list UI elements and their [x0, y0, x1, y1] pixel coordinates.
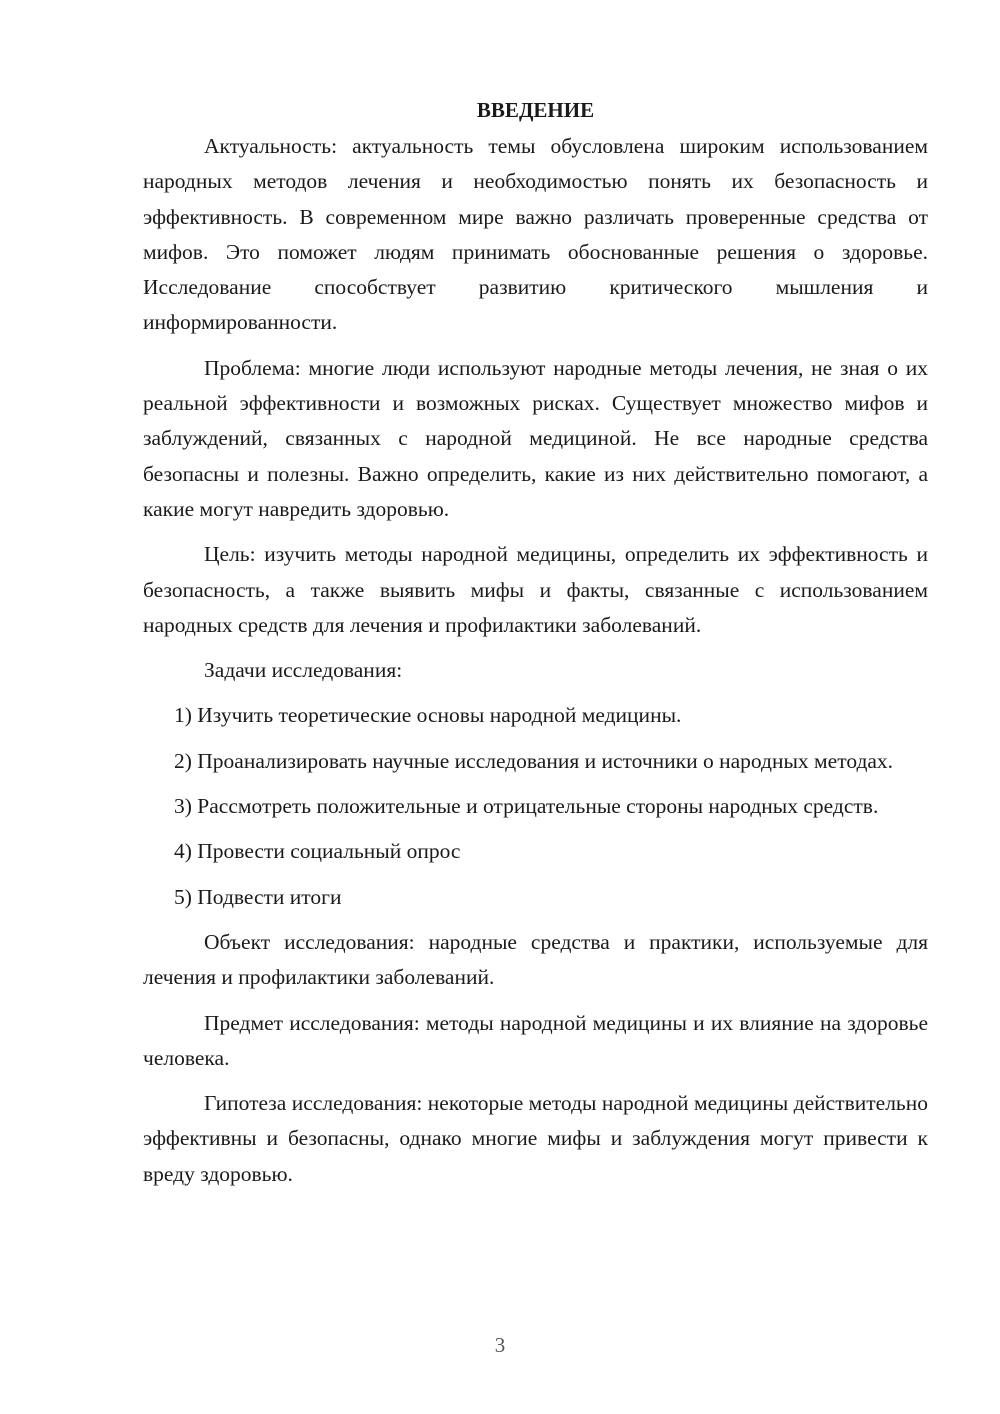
hypothesis-paragraph: Гипотеза исследования: некоторые методы народной медицины действительно эффективны и безопасны, однако многие мифы и заблуждения могут привести к вреду здоровью. — [143, 1091, 928, 1186]
document-body — [143, 93, 928, 1192]
task-item-5: 5) Подвести итоги — [174, 884, 342, 909]
goal-paragraph: Цель: изучить методы народной медицины, определить их эффективность и безопасность, а также выявить мифы и факты, связанные с использованием народных средств для лечения и профилактики заболеваний. — [143, 542, 928, 637]
tasks-heading: Задачи исследования: — [204, 658, 403, 683]
task-item-2: 2) Проанализировать научные исследования и источники о народных методах. — [174, 748, 894, 773]
subject-paragraph: Предмет исследования: методы народной медицины и их влияние на здоровье человека. — [143, 1010, 928, 1070]
page-number: 3 — [494, 1333, 506, 1357]
task-item-4: 4) Провести социальный опрос — [174, 839, 461, 864]
page-title: ВВЕДЕНИЕ — [476, 98, 595, 122]
relevance-paragraph: Актуальность: актуальность темы обусловлена широким использованием народных методов лечения и необходимостью понять их безопасность и эффективность. В современном мире важно различать проверенные средства от мифов. Это поможет людям принимать обоснованные решения о здоровье. Исследование способствует развитию критического мышления и информированности. — [143, 134, 928, 335]
task-item-1: 1) Изучить теоретические основы народной медицины. — [174, 703, 682, 728]
problem-paragraph: Проблема: многие люди используют народные методы лечения, не зная о их реальной эффективности и возможных рисках. Существует множество мифов и заблуждений, связанных с народной медициной. Не все народные средства безопасны и полезны. Важно определить, какие из них действительно помогают, а какие могут навредить здоровью. — [143, 355, 928, 521]
object-paragraph: Объект исследования: народные средства и практики, используемые для лечения и профилактики заболеваний. — [143, 929, 928, 990]
task-item-3: 3) Рассмотреть положительные и отрицательные стороны народных средств. — [174, 794, 879, 819]
